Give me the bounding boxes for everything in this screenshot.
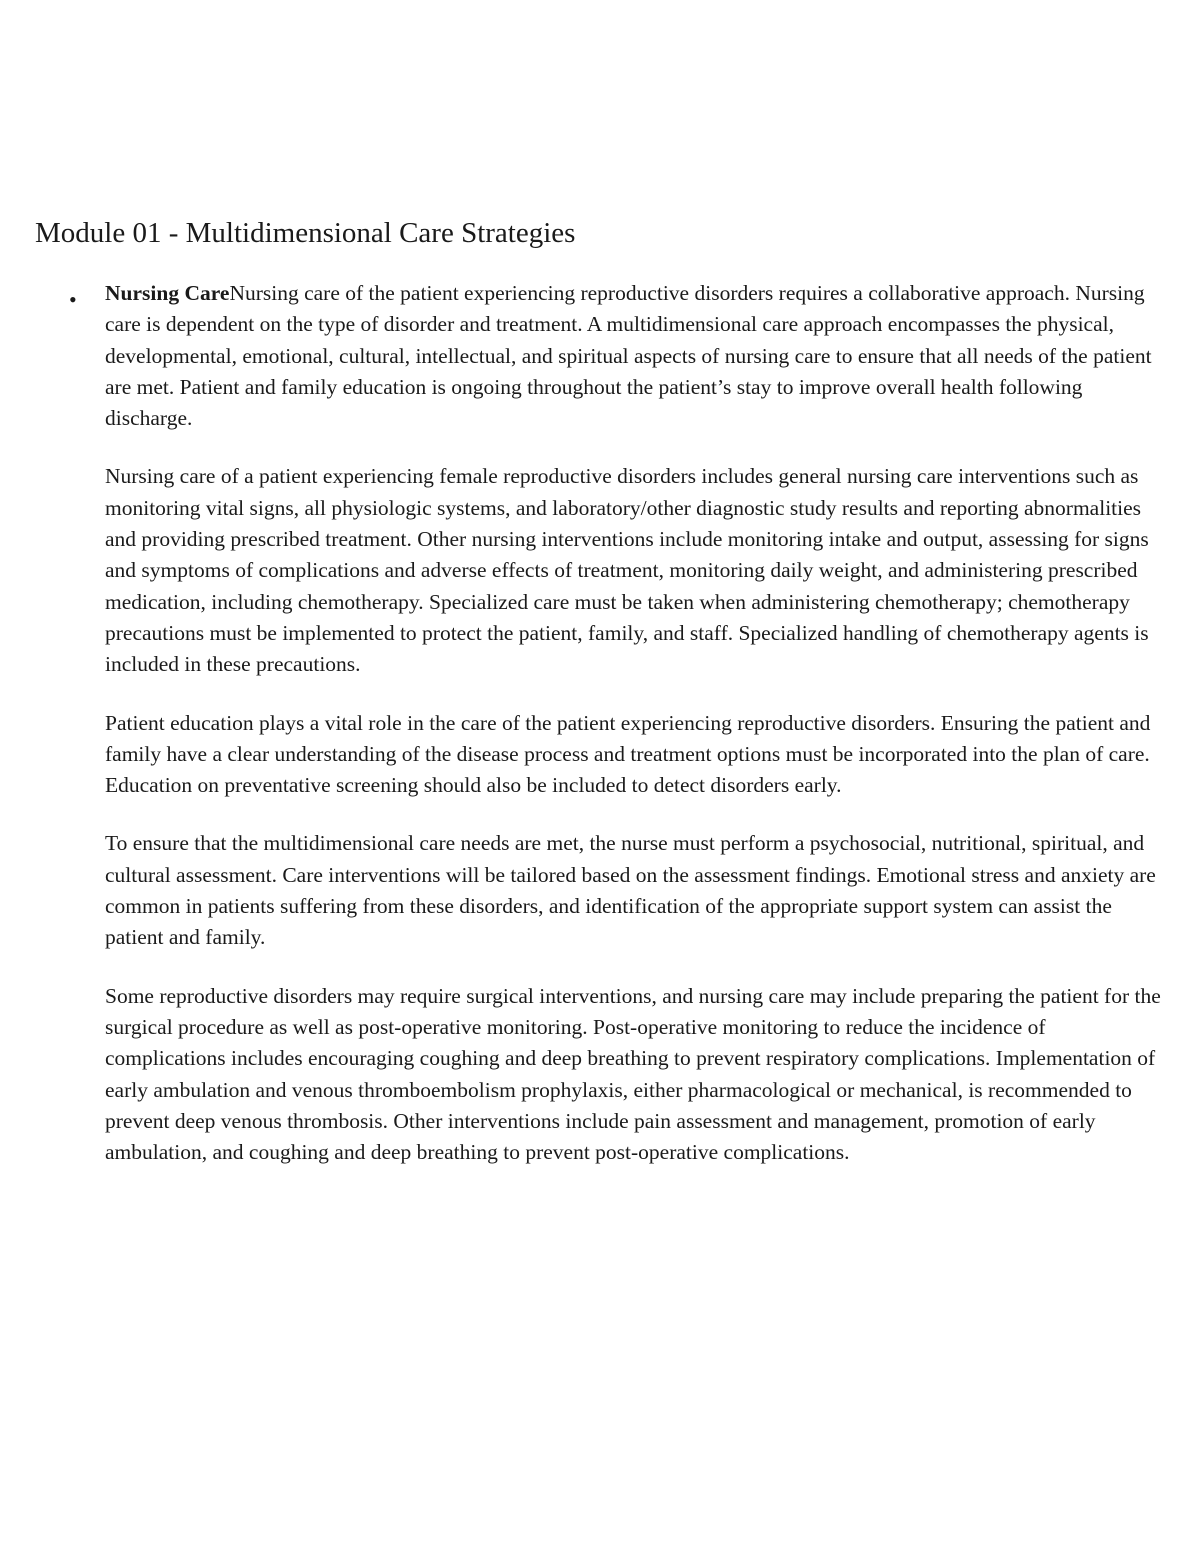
paragraph-1 <box>105 278 1165 434</box>
paragraph-5: Some reproductive disorders may require surgical interventions, and nursing care may include preparing the patient for the surgical procedure as well as post-operative monitoring. Post-operative monitoring to reduce the incidence of complications includes encouraging coughing and deep breathing to prevent respiratory complications. Implementation of early ambulation and venous thromboembolism prophylaxis, either pharmacological or mechanical, is recommended to prevent deep venous thrombosis. Other interventions include pain assessment and management, promotion of early ambulation, and coughing and deep breathing to prevent post-operative complications. <box>105 983 1161 1165</box>
paragraph-1-text: Nursing care of the patient experiencing reproductive disorders requires a collaborative approach. Nursing care is dependent on the type of disorder and treatment. A multidimensional care approach encompasses the physical, developmental, emotional, cultural, intellectual, and spiritual aspects of nursing care to ensure that all needs of the patient are met. Patient and family education is ongoing throughout the patient’s stay to improve overall health following discharge. <box>105 281 1152 431</box>
section-term: Nursing Care <box>105 281 230 305</box>
page-title: Module 01 - Multidimensional Care Strategies <box>35 217 576 249</box>
bullet-icon: • <box>69 287 77 312</box>
paragraph-3: Patient education plays a vital role in the care of the patient experiencing reproductive disorders. Ensuring the patient and family have a clear understanding of the disease process and treatment options must be incorporated into the plan of care. Education on preventative screening should also be included to detect disorders early. <box>105 710 1151 798</box>
paragraph-4: To ensure that the multidimensional care needs are met, the nurse must perform a psychosocial, nutritional, spiritual, and cultural assessment. Care interventions will be tailored based on the assessment findings. Emotional stress and anxiety are common in patients suffering from these disorders, and identification of the appropriate support system can assist the patient and family. <box>105 831 1156 950</box>
paragraph-2: Nursing care of a patient experiencing female reproductive disorders includes general nursing care interventions such as monitoring vital signs, all physiologic systems, and laboratory/other diagnostic study results and reporting abnormalities and providing prescribed treatment. Other nursing interventions include monitoring intake and output, assessing for signs and symptoms of complications and adverse effects of treatment, monitoring daily weight, and administering prescribed medication, including chemotherapy. Specialized care must be taken when administering chemotherapy; chemotherapy precautions must be implemented to protect the patient, family, and staff. Specialized handling of chemotherapy agents is included in these precautions. <box>105 464 1149 677</box>
content-list <box>0 278 1200 1168</box>
list-item <box>0 278 1165 1168</box>
